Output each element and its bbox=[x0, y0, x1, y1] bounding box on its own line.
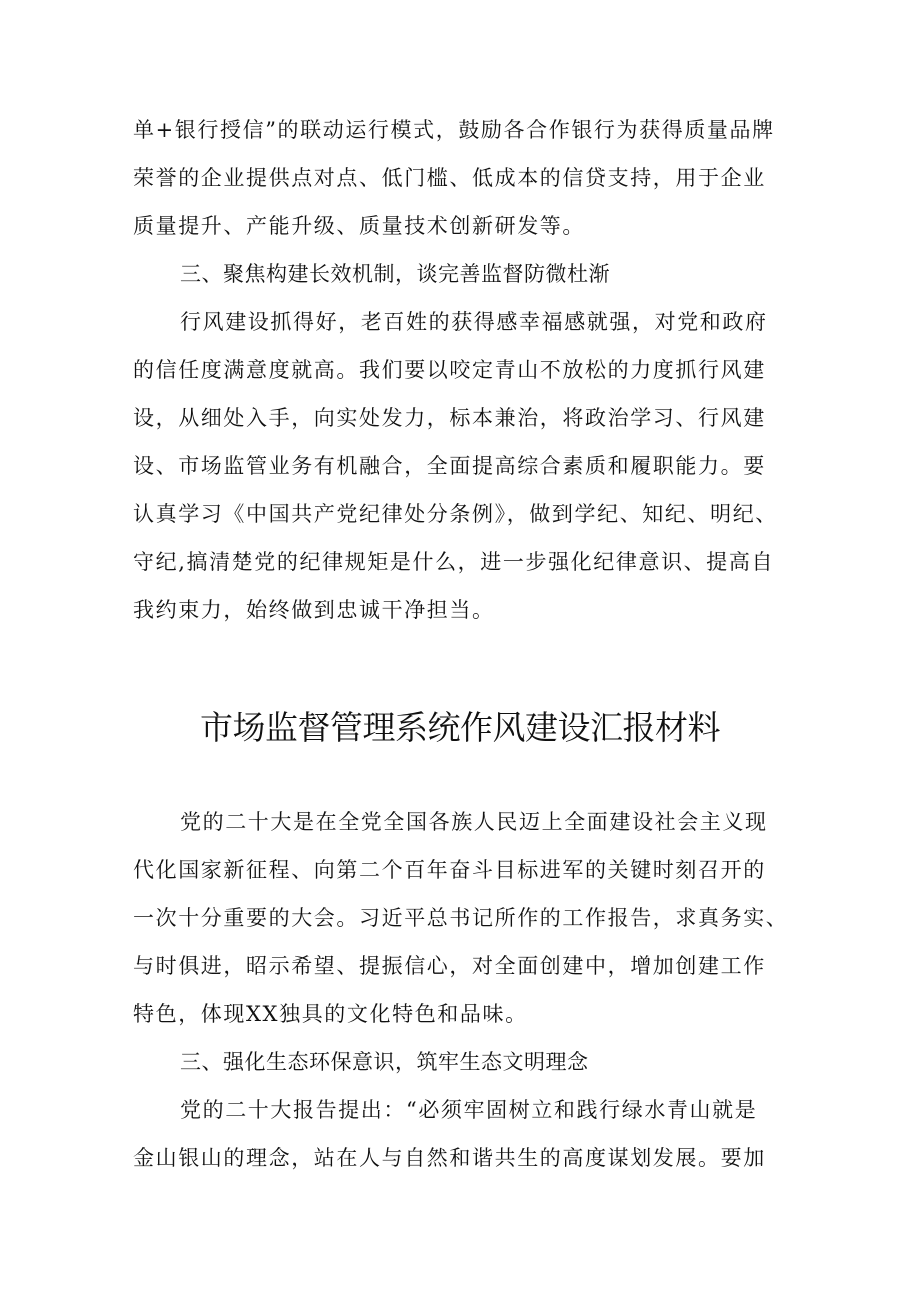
paragraph-line: 我约束力，始终做到忠诚干净担当。 bbox=[133, 598, 495, 622]
section-heading: 三、强化生态环保意识，筑牢生态文明理念 bbox=[180, 1050, 589, 1074]
section-heading: 三、聚焦构建长效机制，谈完善监督防微杜渐 bbox=[180, 262, 610, 286]
paragraph-line: 设，从细处入手，向实处发力，标本兼治，将政治学习、行风建 bbox=[133, 406, 766, 430]
paragraph-line: 党的二十大报告提出：“必须牢固树立和践行绿水青山就是 bbox=[180, 1098, 758, 1122]
paragraph-line: 金山银山的理念，站在人与自然和谐共生的高度谋划发展。要加 bbox=[133, 1146, 766, 1170]
paragraph-line: 行风建设抓得好，老百姓的获得感幸福感就强，对党和政府 bbox=[180, 310, 768, 334]
paragraph-line: 党的二十大是在全党全国各族人民迈上全面建设社会主义现 bbox=[180, 810, 768, 834]
paragraph-line: 设、市场监管业务有机融合，全面提高综合素质和履职能力。要 bbox=[133, 454, 766, 478]
paragraph-line: 质量提升、产能升级、质量技术创新研发等。 bbox=[133, 214, 585, 238]
paragraph-line: 的信任度满意度就高。我们要以咬定青山不放松的力度抓行风建 bbox=[133, 358, 766, 382]
paragraph-line: 认真学习《中国共产党纪律处分条例》，做到学纪、知纪、明纪、 bbox=[133, 502, 778, 526]
paragraph-line: 特色，体现XX独具的文化特色和品味。 bbox=[133, 1002, 528, 1026]
paragraph-line: 代化国家新征程、向第二个百年奋斗目标进军的关键时刻召开的 bbox=[133, 858, 766, 882]
paragraph-line: 单+银行授信”的联动运行模式，鼓励各合作银行为获得质量品牌 bbox=[133, 118, 775, 142]
paragraph-line: 与时俱进，昭示希望、提振信心，对全面创建中，增加创建工作 bbox=[133, 954, 766, 978]
paragraph-line: 守纪,搞清楚党的纪律规矩是什么，进一步强化纪律意识、提高自 bbox=[133, 550, 775, 574]
paragraph-line: 一次十分重要的大会。习近平总书记所作的工作报告，求真务实、 bbox=[133, 906, 789, 930]
paragraph-line: 荣誉的企业提供点对点、低门槛、低成本的信贷支持，用于企业 bbox=[133, 166, 766, 190]
document-title: 市场监督管理系统作风建设汇报材料 bbox=[200, 708, 720, 747]
